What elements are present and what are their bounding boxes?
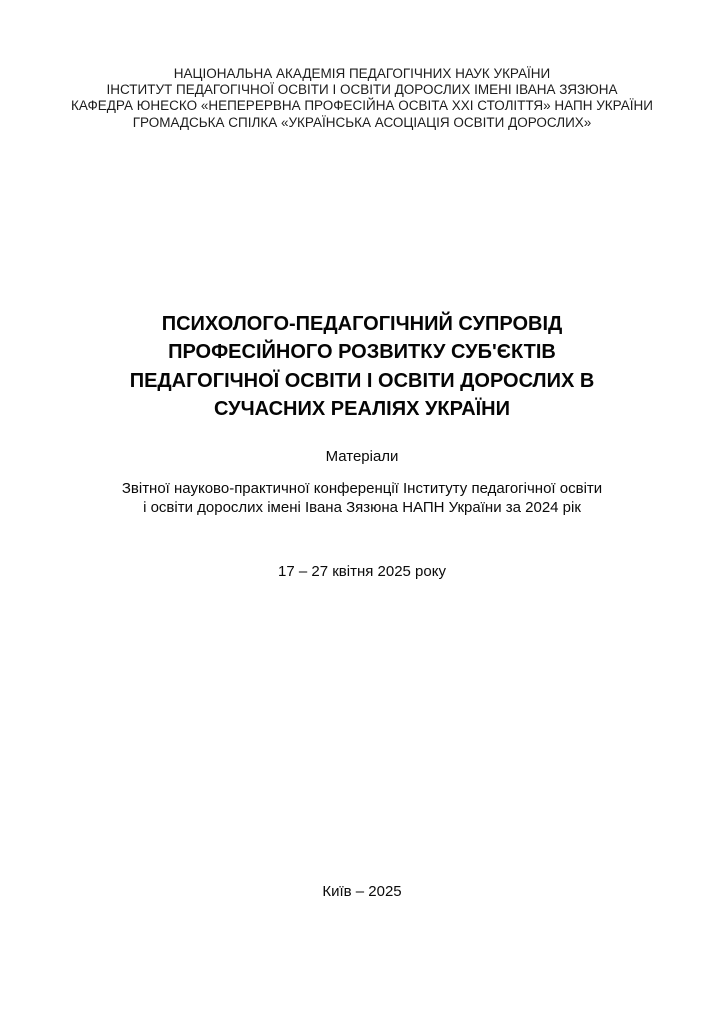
institution-line-academy: НАЦІОНАЛЬНА АКАДЕМІЯ ПЕДАГОГІЧНИХ НАУК УКРАЇНИ [173,66,551,81]
conference-description [0,480,724,518]
conference-description-line-1: Звітної науково-практичної конференції Інституту педагогічної освіти [121,480,603,497]
document-title [0,310,724,423]
institution-line-institute: ІНСТИТУТ ПЕДАГОГІЧНОЇ ОСВІТИ І ОСВІТИ ДОРОСЛИХ ІМЕНІ ІВАНА ЗЯЗЮНА [106,82,618,98]
title-line-3: ПЕДАГОГІЧНОЇ ОСВІТИ І ОСВІТИ ДОРОСЛИХ В [129,369,595,392]
event-dates: 17 – 27 квітня 2025 року [278,563,446,580]
institutions-block [0,66,724,131]
institution-line-unesco-chair: КАФЕДРА ЮНЕСКО «НЕПЕРЕРВНА ПРОФЕСІЙНА ОСВІТА ХХІ СТОЛІТТЯ» НАПН УКРАЇНИ [71,98,653,114]
imprint-line: Київ – 2025 [322,883,402,900]
title-line-2: ПРОФЕСІЙНОГО РОЗВИТКУ СУБ'ЄКТІВ [168,341,556,364]
institution-line-public-union: ГРОМАДСЬКА СПІЛКА «УКРАЇНСЬКА АСОЦІАЦІЯ ОСВІТИ ДОРОСЛИХ» [132,114,592,130]
title-line-4: СУЧАСНИХ РЕАЛІЯХ УКРАЇНИ [213,397,510,420]
title-line-1: ПСИХОЛОГО-ПЕДАГОГІЧНИЙ СУПРОВІД [161,313,563,335]
materials-label: Матеріали [325,448,399,465]
conference-description-line-2: і освіти дорослих імені Івана Зязюна НАПН України за 2024 рік [143,498,581,516]
